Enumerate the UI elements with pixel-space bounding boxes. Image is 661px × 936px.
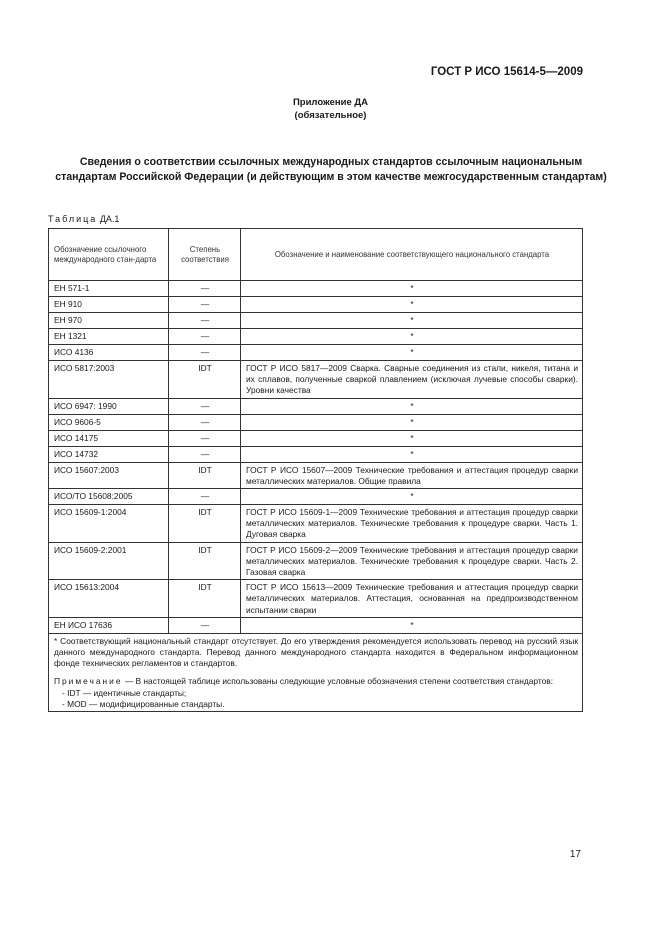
- national-standard-cell: ГОСТ Р ИСО 15607—2009 Технические требования и аттестация процедур сварки металлических материалов. Общие правила: [241, 462, 583, 488]
- header-ref-standard: Обозначение ссылочного международного стан-дарта: [49, 229, 169, 281]
- ref-standard-cell: ИСО 5817:2003: [49, 361, 169, 399]
- degree-cell: —: [169, 345, 241, 361]
- ref-standard-cell: ЕН 970: [49, 313, 169, 329]
- degree-cell: —: [169, 414, 241, 430]
- table-row: [49, 430, 583, 446]
- note-item-idt: - IDT — идентичные стандарты;: [62, 687, 187, 698]
- national-standard-cell: ГОСТ Р ИСО 15609-2—2009 Технические требования и аттестация процедур сварки металлических материалов. Технические требования к процедуре сварки. Часть 2. Газовая сварка: [241, 542, 583, 580]
- ref-standard-cell: ИСО 4136: [49, 345, 169, 361]
- footnote-text: * Соответствующий национальный стандарт отсутствует. До его утверждения рекомендуется использовать перевод на русский язык данного международного стандарта. Перевод данного международного стандарта находится в Федеральном информационном фонде технических регламентов и стандартов.: [54, 635, 578, 669]
- table-row: [49, 489, 583, 505]
- table-row: [49, 329, 583, 345]
- degree-cell: —: [169, 617, 241, 633]
- degree-cell: —: [169, 313, 241, 329]
- table-row: [49, 580, 583, 618]
- appendix-heading: [0, 96, 661, 122]
- table-label: [48, 214, 119, 224]
- table-label-word: Таблица: [48, 214, 98, 224]
- national-standard-cell: ГОСТ Р ИСО 5817—2009 Сварка. Сварные соединения из стали, никеля, титана и их сплавов, полученные сваркой плавлением (исключая лучевые способы сварки). Уровни качества: [241, 361, 583, 399]
- national-standard-cell: *: [241, 297, 583, 313]
- national-standard-cell: *: [241, 398, 583, 414]
- degree-cell: —: [169, 281, 241, 297]
- ref-standard-cell: ИСО 6947: 1990: [49, 398, 169, 414]
- degree-cell: IDT: [169, 505, 241, 543]
- ref-standard-cell: ИСО 9606-5: [49, 414, 169, 430]
- national-standard-cell: *: [241, 345, 583, 361]
- table-row: [49, 361, 583, 399]
- ref-standard-cell: ИСО 15609-1:2004: [49, 505, 169, 543]
- table-row: [49, 617, 583, 633]
- document-code: ГОСТ Р ИСО 15614-5—2009: [430, 66, 583, 78]
- table-row: [49, 446, 583, 462]
- ref-standard-cell: ЕН 1321: [49, 329, 169, 345]
- ref-standard-cell: ИСО 14732: [49, 446, 169, 462]
- degree-cell: IDT: [169, 580, 241, 618]
- note-item-mod: - MOD — модифицированные стандарты.: [62, 698, 225, 709]
- table-row: [49, 281, 583, 297]
- national-standard-cell: *: [241, 446, 583, 462]
- degree-cell: IDT: [169, 462, 241, 488]
- table-row: [49, 414, 583, 430]
- ref-standard-cell: ИСО 15609-2:2001: [49, 542, 169, 580]
- national-standard-cell: *: [241, 281, 583, 297]
- note-text: — В настоящей таблице использованы следующие условные обозначения степени соответствия стандартов:: [124, 676, 554, 687]
- national-standard-cell: *: [241, 313, 583, 329]
- ref-standard-cell: ИСО 15607:2003: [49, 462, 169, 488]
- degree-cell: IDT: [169, 361, 241, 399]
- table-row: [49, 297, 583, 313]
- ref-standard-cell: ИСО 15613:2004: [49, 580, 169, 618]
- table-body: [49, 281, 583, 634]
- national-standard-cell: ГОСТ Р ИСО 15609-1—2009 Технические требования и аттестация процедур сварки металлических материалов. Технические требования к процедуре сварки. Часть 1. Дуговая сварка: [241, 505, 583, 543]
- standards-table: [48, 228, 583, 712]
- national-standard-cell: *: [241, 489, 583, 505]
- table-row: [49, 345, 583, 361]
- table-row: [49, 313, 583, 329]
- ref-standard-cell: ЕН 571-1: [49, 281, 169, 297]
- ref-standard-cell: ЕН 910: [49, 297, 169, 313]
- table-label-number: ДА.1: [99, 214, 120, 224]
- table-row: [49, 398, 583, 414]
- ref-standard-cell: ИСО 14175: [49, 430, 169, 446]
- ref-standard-cell: ИСО/ТО 15608:2005: [49, 489, 169, 505]
- national-standard-cell: *: [241, 414, 583, 430]
- note-paragraph: [54, 676, 578, 687]
- ref-standard-cell: ЕН ИСО 17636: [49, 617, 169, 633]
- page-number: 17: [569, 849, 581, 860]
- table-row: [49, 462, 583, 488]
- national-standard-cell: ГОСТ Р ИСО 15613—2009 Технические требования и аттестация процедур сварки металлических материалов. Аттестация, основанная на предпроизводственном испытании сварки: [241, 580, 583, 618]
- appendix-status: (обязательное): [294, 110, 367, 121]
- degree-cell: —: [169, 489, 241, 505]
- appendix-title: Приложение ДА: [292, 97, 369, 108]
- degree-cell: —: [169, 446, 241, 462]
- national-standard-cell: *: [241, 329, 583, 345]
- note-label: Примечание: [54, 676, 123, 687]
- header-national-standard: Обозначение и наименование соответствующего национального стандарта: [241, 229, 583, 281]
- degree-cell: —: [169, 329, 241, 345]
- national-standard-cell: *: [241, 617, 583, 633]
- section-title: Сведения о соответствии ссылочных международных стандартов ссылочным национальным стандартам Российской Федерации (и действующим в этом качестве межгосударственным стандартам): [55, 156, 607, 183]
- table-row: [49, 542, 583, 580]
- degree-cell: —: [169, 297, 241, 313]
- table-footnote-cell: [49, 633, 583, 711]
- degree-cell: —: [169, 398, 241, 414]
- degree-cell: —: [169, 430, 241, 446]
- degree-cell: IDT: [169, 542, 241, 580]
- national-standard-cell: *: [241, 430, 583, 446]
- header-degree: Степень соответствия: [169, 229, 241, 281]
- table-row: [49, 505, 583, 543]
